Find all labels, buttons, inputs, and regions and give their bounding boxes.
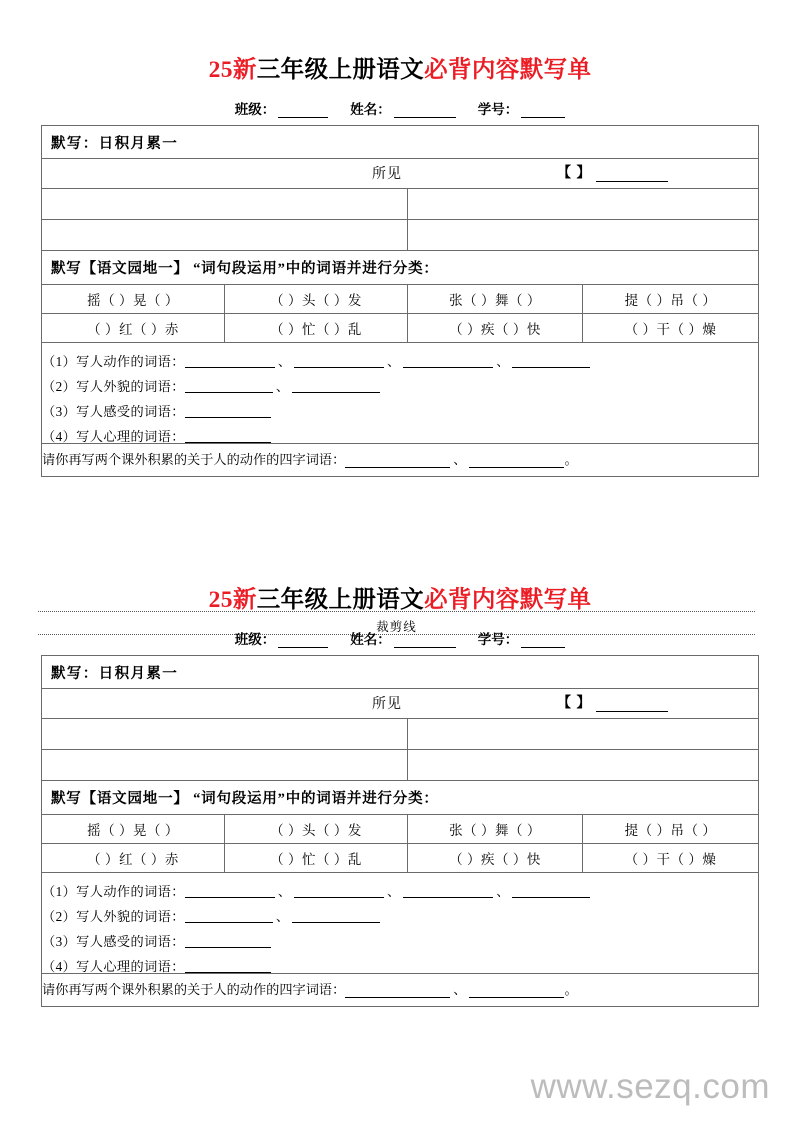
separator: 、 xyxy=(453,982,467,998)
table-row xyxy=(41,285,758,314)
answer-blank[interactable] xyxy=(403,355,493,368)
table-row xyxy=(41,343,758,444)
student-no-label: 学号： xyxy=(477,632,519,648)
classification-item[interactable] xyxy=(42,923,758,948)
separator: 、 xyxy=(496,884,510,900)
classification-item[interactable] xyxy=(42,418,758,443)
terminator: 。 xyxy=(564,982,578,998)
class-label: 班级： xyxy=(234,632,276,648)
poem-author-field[interactable] xyxy=(557,162,669,182)
class-field[interactable] xyxy=(235,98,329,118)
word-cell[interactable]: （ ）干（ ）燥 xyxy=(582,314,758,343)
word-cell[interactable]: （ ）忙（ ）乱 xyxy=(224,314,407,343)
word-cell[interactable]: 提（ ）吊（ ） xyxy=(582,285,758,314)
poem-author-bracket: 【 】 xyxy=(556,166,592,182)
worksheet-half-top xyxy=(0,56,800,634)
classification-item[interactable] xyxy=(42,873,758,898)
poem-title-cell xyxy=(41,159,758,189)
answer-blank[interactable] xyxy=(185,885,275,898)
extra-question[interactable] xyxy=(42,452,758,468)
table-row xyxy=(41,719,758,750)
name-label: 姓名： xyxy=(350,632,391,648)
title-part-red-suffix: 必背内容默写单 xyxy=(424,57,592,83)
class-input-blank[interactable] xyxy=(278,634,328,648)
classification-item[interactable] xyxy=(42,343,758,368)
word-cell[interactable]: （ ）干（ ）燥 xyxy=(582,844,758,873)
poem-title-cell xyxy=(41,689,758,719)
answer-blank[interactable] xyxy=(185,355,275,368)
classification-item[interactable] xyxy=(42,948,758,973)
answer-blank[interactable] xyxy=(345,455,450,468)
separator: 、 xyxy=(496,354,510,370)
section-one-heading-cell xyxy=(41,656,758,689)
extra-question[interactable] xyxy=(42,982,758,998)
poem-write-cell-left[interactable] xyxy=(41,189,407,220)
word-cell[interactable]: （ ）红（ ）赤 xyxy=(41,844,224,873)
classification-label: （4）写人心理的词语： xyxy=(41,959,185,975)
student-no-field[interactable] xyxy=(478,628,566,648)
answer-blank[interactable] xyxy=(469,455,564,468)
word-cell[interactable]: （ ）头（ ）发 xyxy=(224,815,407,844)
word-cell[interactable]: （ ）头（ ）发 xyxy=(224,285,407,314)
answer-blank[interactable] xyxy=(512,885,590,898)
student-info-line xyxy=(0,628,800,648)
poem-name: 所见 xyxy=(371,167,402,183)
classification-label: （2）写人外貌的词语： xyxy=(41,909,185,925)
table-row xyxy=(41,815,758,844)
word-cell[interactable]: 摇（ ）晃（ ） xyxy=(41,815,224,844)
separator: 、 xyxy=(277,884,292,900)
classification-cell xyxy=(41,343,758,444)
table-row xyxy=(41,844,758,873)
table-row xyxy=(41,750,758,781)
table-row xyxy=(41,656,758,689)
answer-blank[interactable] xyxy=(512,355,590,368)
classification-label: （3）写人感受的词语： xyxy=(41,404,185,420)
answer-blank[interactable] xyxy=(345,985,450,998)
answer-blank[interactable] xyxy=(185,935,271,948)
word-cell[interactable]: （ ）疾（ ）快 xyxy=(407,314,582,343)
title-part-red-prefix: 25新 xyxy=(208,587,257,613)
name-input-blank[interactable] xyxy=(394,634,456,648)
worksheet-table xyxy=(41,125,759,477)
student-no-input-blank[interactable] xyxy=(521,104,565,118)
poem-write-cell-right[interactable] xyxy=(407,189,758,220)
classification-item[interactable] xyxy=(42,898,758,923)
classification-item[interactable] xyxy=(42,368,758,393)
answer-blank[interactable] xyxy=(185,380,273,393)
separator: 、 xyxy=(387,354,401,370)
watermark: www.sezq.com xyxy=(530,1067,770,1106)
section-two-heading-cell xyxy=(41,251,758,285)
poem-author-field[interactable] xyxy=(557,692,669,712)
title-part-black: 三年级上册语文 xyxy=(256,57,425,83)
poem-write-cell-left[interactable] xyxy=(41,719,407,750)
poem-name: 所见 xyxy=(371,697,402,713)
answer-blank[interactable] xyxy=(294,355,384,368)
table-row xyxy=(41,689,758,719)
classification-cell xyxy=(41,873,758,974)
poem-write-cell-right[interactable] xyxy=(407,750,758,781)
word-cell[interactable]: （ ）疾（ ）快 xyxy=(407,844,582,873)
terminator: 。 xyxy=(564,452,578,468)
answer-blank[interactable] xyxy=(292,910,380,923)
table-row xyxy=(41,159,758,189)
extra-question-cell xyxy=(41,444,758,477)
extra-question-cell xyxy=(41,974,758,1007)
poem-write-cell-right[interactable] xyxy=(407,220,758,251)
page-title xyxy=(0,56,800,85)
classification-label: （3）写人感受的词语： xyxy=(41,934,185,950)
table-row xyxy=(41,444,758,477)
extra-question-label: 请你再写两个课外积累的关于人的动作的四字词语： xyxy=(41,452,346,468)
classification-label: （4）写人心理的词语： xyxy=(41,429,185,445)
separator: 、 xyxy=(275,379,290,395)
extra-question-label: 请你再写两个课外积累的关于人的动作的四字词语： xyxy=(41,982,346,998)
answer-blank[interactable] xyxy=(185,405,271,418)
section-one-heading-cell xyxy=(41,126,758,159)
separator: 、 xyxy=(277,354,292,370)
name-input-blank[interactable] xyxy=(394,104,456,118)
word-cell[interactable]: （ ）忙（ ）乱 xyxy=(224,844,407,873)
section-one-heading: 默写：日积月累一 xyxy=(50,665,179,682)
poem-write-cell-left[interactable] xyxy=(41,750,407,781)
poem-author-blank[interactable] xyxy=(596,698,668,712)
table-row xyxy=(41,974,758,1007)
name-field[interactable] xyxy=(350,628,456,648)
table-row xyxy=(41,873,758,974)
table-row xyxy=(41,126,758,159)
name-label: 姓名： xyxy=(350,102,391,118)
table-row xyxy=(41,189,758,220)
answer-blank[interactable] xyxy=(185,960,271,973)
section-one-heading: 默写：日积月累一 xyxy=(50,135,179,152)
name-field[interactable] xyxy=(350,98,456,118)
poem-author-bracket: 【 】 xyxy=(556,696,592,712)
class-field[interactable] xyxy=(235,628,329,648)
word-cell[interactable]: 张（ ）舞（ ） xyxy=(407,815,582,844)
section-two-heading: 默写【语文园地一】 “词句段运用”中的词语并进行分类： xyxy=(50,791,439,808)
classification-label: （2）写人外貌的词语： xyxy=(41,379,185,395)
separator: 、 xyxy=(453,452,467,468)
answer-blank[interactable] xyxy=(469,985,564,998)
classification-label: （1）写人动作的词语： xyxy=(41,354,185,370)
answer-blank[interactable] xyxy=(292,380,380,393)
title-part-black: 三年级上册语文 xyxy=(256,587,425,613)
separator: 、 xyxy=(275,909,290,925)
answer-blank[interactable] xyxy=(185,430,271,443)
poem-write-cell-left[interactable] xyxy=(41,220,407,251)
title-part-red-prefix: 25新 xyxy=(208,57,257,83)
answer-blank[interactable] xyxy=(403,885,493,898)
student-info-line xyxy=(0,98,800,118)
cut-line-label: 裁剪线 xyxy=(38,620,755,634)
poem-author-blank[interactable] xyxy=(596,168,668,182)
word-cell[interactable]: 张（ ）舞（ ） xyxy=(407,285,582,314)
separator: 、 xyxy=(387,884,401,900)
student-no-field[interactable] xyxy=(478,98,566,118)
poem-write-cell-right[interactable] xyxy=(407,719,758,750)
classification-item[interactable] xyxy=(42,393,758,418)
class-label: 班级： xyxy=(234,102,276,118)
classification-label: （1）写人动作的词语： xyxy=(41,884,185,900)
worksheet-table xyxy=(41,655,759,1007)
word-cell[interactable]: 摇（ ）晃（ ） xyxy=(41,285,224,314)
table-row xyxy=(41,220,758,251)
section-two-heading-cell xyxy=(41,781,758,815)
worksheet-half-bottom xyxy=(0,586,800,1007)
word-cell[interactable]: 提（ ）吊（ ） xyxy=(582,815,758,844)
student-no-input-blank[interactable] xyxy=(521,634,565,648)
table-row xyxy=(41,314,758,343)
word-cell[interactable]: （ ）红（ ）赤 xyxy=(41,314,224,343)
answer-blank[interactable] xyxy=(294,885,384,898)
class-input-blank[interactable] xyxy=(278,104,328,118)
student-no-label: 学号： xyxy=(477,102,519,118)
page-title xyxy=(0,586,800,615)
table-row xyxy=(41,781,758,815)
section-two-heading: 默写【语文园地一】 “词句段运用”中的词语并进行分类： xyxy=(50,261,439,278)
title-part-red-suffix: 必背内容默写单 xyxy=(424,587,592,613)
table-row xyxy=(41,251,758,285)
answer-blank[interactable] xyxy=(185,910,273,923)
